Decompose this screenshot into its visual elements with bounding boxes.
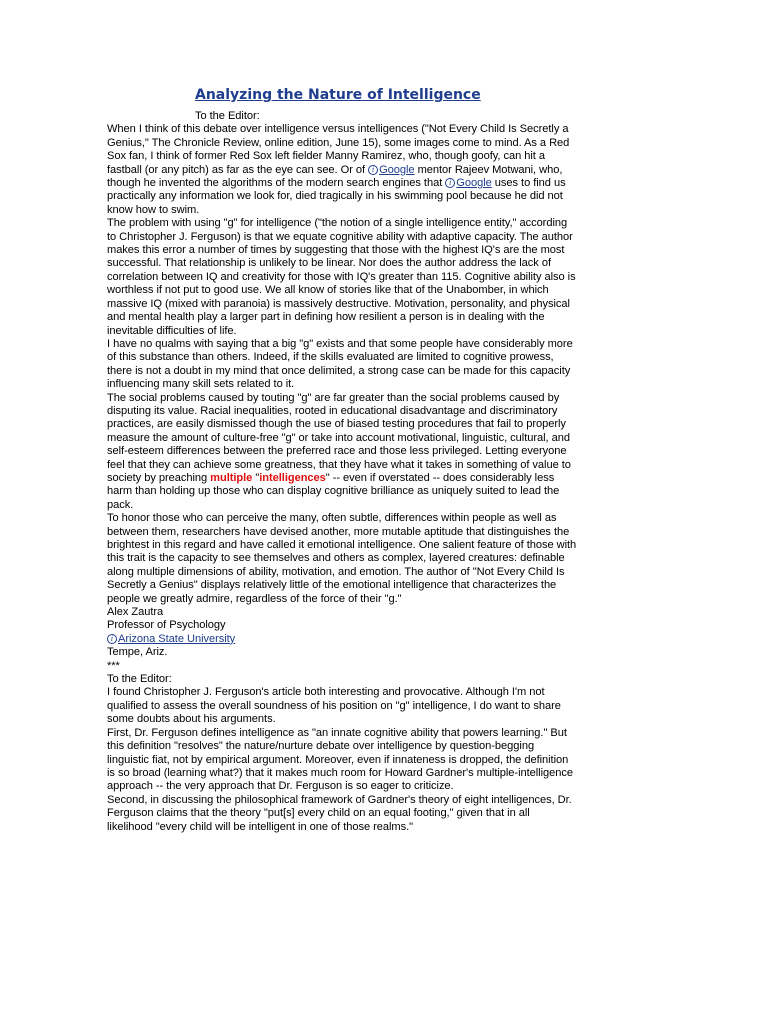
info-icon: i bbox=[368, 165, 378, 175]
author-name: Alex Zautra bbox=[107, 606, 164, 619]
google-link[interactable]: i Google bbox=[445, 177, 491, 189]
paragraph: I found Christopher J. Ferguson's article both interesting and provocative. Although I'm not qualified to assess the overall soundness of his position on "g" intelligence, I do want to share some doubts about his arguments. bbox=[107, 686, 561, 726]
article-title: Analyzing the Nature of Intelligence bbox=[195, 87, 481, 103]
separator: *** bbox=[107, 659, 120, 672]
paragraph: The social problems caused by touting "g" are far greater than the social problems caused by disputing its value. Racial inequalities, rooted in educational disadvantage and discriminatory practices, are easily dismissed though the use of biased testing procedures that fail to properly measure the amount of culture-free "g" or take into account motivational, linguistic, cultural, and self-esteem differences between the preferred race and those less privileged. Letting everyone feel that they can achieve some greatness, that they have what it takes in something of value to society by preaching multiple "intelligences" -- even if overstated -- does considerably less harm than holding up those who can display cognitive brilliance as uniquely suited to lead the pack. bbox=[107, 391, 571, 511]
salutation: To the Editor: bbox=[195, 110, 260, 122]
author-title: Professor of Psychology bbox=[107, 619, 226, 632]
paragraph: When I think of this debate over intelligence versus intelligences ("Not Every Child Is Secretly a Genius," The Chronicle Review, online edition, June 15), some images come to mind. As a Red Sox fan, I think of former Red Sox left fielder Manny Ramirez, who, though goofy, can hit a fastball (or any pitch) as far as the eye can see. Or of i Google mentor Rajeev Motwani, who, though he invented the algorithms of the modern search engines that i Google uses to find us practically any information we look for, died tragically in his swimming pool because he did not know how to swim. bbox=[107, 123, 570, 216]
info-icon: i bbox=[107, 634, 117, 644]
google-link[interactable]: i Google bbox=[368, 164, 414, 176]
info-icon: i bbox=[445, 178, 455, 188]
salutation: To the Editor: bbox=[107, 673, 172, 686]
highlight-keyword: intelligences bbox=[259, 471, 326, 484]
paragraph: The problem with using "g" for intelligence ("the notion of a single intelligence entity," according to Christopher J. Ferguson) is that we equate cognitive ability with adaptive capacity. The author makes this error a number of times by suggesting that those with the highest IQ's are the most successful. That relationship is unlikely to be linear. Nor does the author address the lack of correlation between IQ and creativity for those with IQ's greater than 115. Cognitive ability also is worthless if not put to good use. We all know of stories like that of the Unabomber, in which massive IQ (mixed with paranoia) is massively destructive. Motivation, personality, and physical and mental health play a larger part in defining how resilient a person is in dealing with the inevitable difficulties of life. bbox=[107, 217, 576, 337]
highlight-keyword: multiple bbox=[210, 471, 253, 484]
paragraph: I have no qualms with saying that a big "g" exists and that some people have considerably more of this substance than others. Indeed, if the skills evaluated are limited to cognitive prowess, there is not a doubt in my mind that once delimited, a strong case can be made for this capacity influencing many skill sets related to it. bbox=[107, 337, 573, 391]
paragraph: To honor those who can perceive the many, often subtle, differences within people as well as between them, researchers have devised another, more mutable aptitude that distinguishes the brightest in this regard and have called it emotional intelligence. One salient feature of those with this trait is the capacity to see themselves and others as complex, layered creatures: definable along multiple dimensions of ability, motivation, and emotion. The author of "Not Every Child Is Secretly a Genius" displays relatively little of the emotional intelligence that characterizes the people we greatly admire, regardless of the force of their "g." bbox=[107, 512, 577, 605]
location: Tempe, Ariz. bbox=[107, 646, 168, 659]
paragraph: First, Dr. Ferguson defines intelligence as "an innate cognitive ability that powers learning." But this definition "resolves" the nature/nurture debate over intelligence by question-begging linguistic fiat, not by empirical argument. Moreover, even if innateness is dropped, the definition is so broad (learning what?) that it makes much room for Howard Gardner's multiple-intelligence approach -- the very approach that Dr. Ferguson is so eager to criticize. bbox=[107, 726, 573, 793]
article-body bbox=[107, 110, 577, 834]
university-line bbox=[107, 633, 577, 646]
university-link[interactable]: i Arizona State University bbox=[107, 633, 235, 645]
paragraph: Second, in discussing the philosophical framework of Gardner's theory of eight intelligences, Dr. Ferguson claims that the theory "put[s] every child on an equal footing," given that in all likelihood "every child will be intelligent in one of those realms." bbox=[107, 793, 572, 833]
